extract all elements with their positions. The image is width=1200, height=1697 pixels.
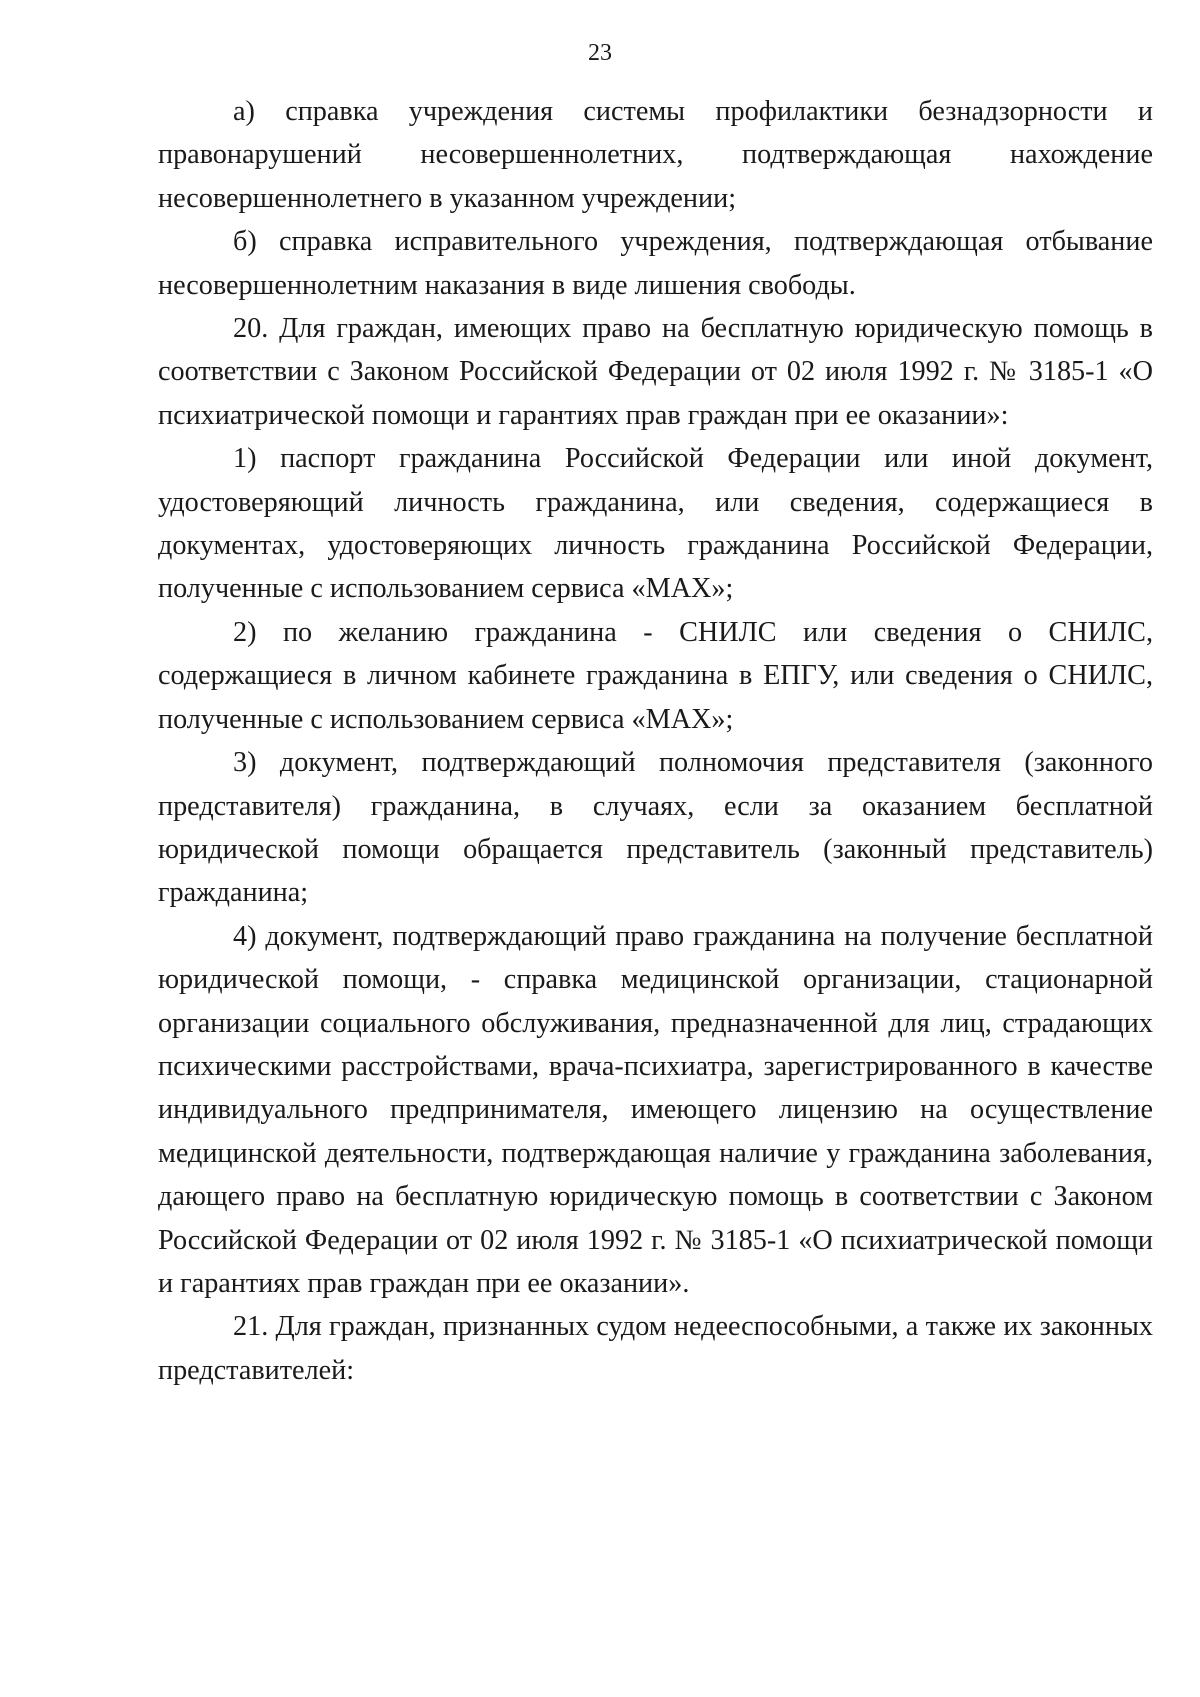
item-4-medical-certificate: 4) документ, подтверждающий право гражданина на получение бесплатной юридической помощи, - справка медицинской организации, стационарной организации социального обслуживания, предназначенной для лиц, страдающих психическими расстройствами, врача-психиатра, зарегистрированного в качестве индивидуального предпринимателя, имеющего лицензию на осуществление медицинской деятельности, подтверждающая наличие у гражданина заболевания, дающего право на бесплатную юридическую помощь в соответствии с Законом Российской Федерации от 02 июля 1992 г. № 3185-1 «О психиатрической помощи и гарантиях прав граждан при ее оказании».: [158, 920, 1153, 1299]
item-1-passport: 1) паспорт гражданина Российской Федерации или иной документ, удостоверяющий личность гражданина, или сведения, содержащиеся в документах, удостоверяющих личность гражданина Российской Федерации, полученные с использованием сервиса «MAX»;: [158, 443, 1153, 605]
item-2-snils: 2) по желанию гражданина - СНИЛС или сведения о СНИЛС, содержащиеся в личном кабинете гражданина в ЕПГУ, или сведения о СНИЛС, полученные с использованием сервиса «MAX»;: [158, 616, 1153, 735]
paragraph-a-certificate-prevention-institution: а) справка учреждения системы профилактики безнадзорности и правонарушений несовершеннолетних, подтверждающая нахождение несовершеннолетнего в указанном учреждении;: [158, 96, 1153, 214]
document-body: [158, 90, 1153, 1392]
paragraph-21-incapacitated-citizens: 21. Для граждан, признанных судом недееспособными, а также их законных представителей:: [158, 1311, 1153, 1386]
paragraph-b-certificate-correctional-institution: б) справка исправительного учреждения, подтверждающая отбывание несовершеннолетним наказания в виде лишения свободы.: [158, 226, 1153, 301]
paragraph-20-psychiatric-care-citizens: 20. Для граждан, имеющих право на бесплатную юридическую помощь в соответствии с Законом Российской Федерации от 02 июля 1992 г. № 3185-1 «О психиатрической помощи и гарантиях прав граждан при ее оказании»:: [158, 313, 1153, 431]
page-number: 23: [588, 40, 612, 66]
item-3-representative-authority: 3) документ, подтверждающий полномочия представителя (законного представителя) гражданина, в случаях, если за оказанием бесплатной юридической помощи обращается представитель (законный представитель) гражданина;: [158, 747, 1153, 909]
